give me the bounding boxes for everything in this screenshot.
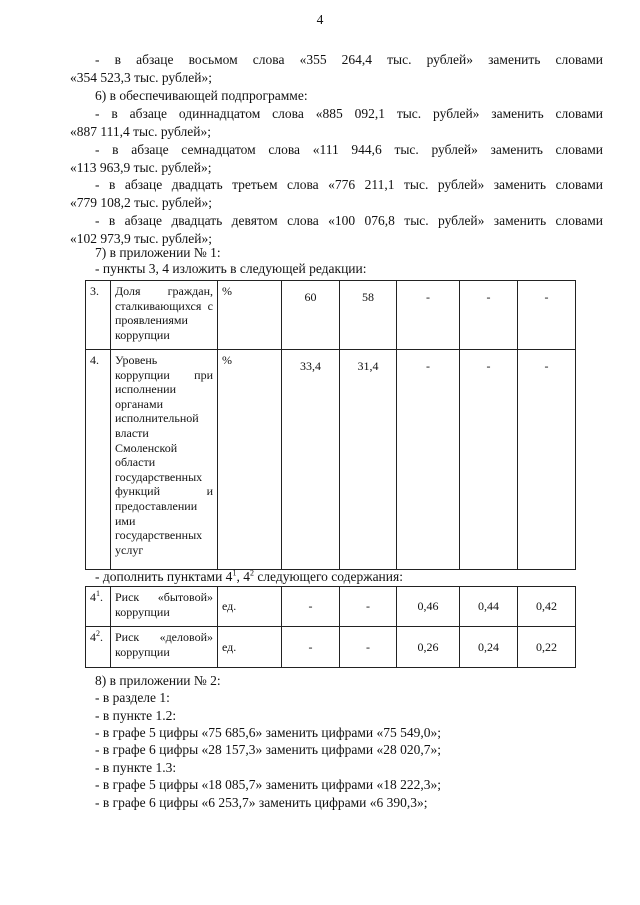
text-line: «887 111,4 тыс. рублей»; — [70, 124, 211, 139]
value-cell: 0,24 — [460, 627, 518, 668]
indicator-name: Риск «деловой» коррупции — [111, 627, 218, 668]
value-cell: - — [282, 587, 340, 627]
text-line: «779 108,2 тыс. рублей»; — [70, 195, 212, 210]
value-cell: 0,26 — [397, 627, 460, 668]
text-line: - в пункте 1.2: — [95, 708, 177, 723]
unit-cell: ед. — [218, 627, 282, 668]
value-cell: - — [518, 350, 576, 570]
add-line-suffix: следующего содержания: — [253, 569, 403, 584]
indicators-table — [85, 280, 576, 570]
row-number: 4. — [86, 350, 111, 570]
value-cell: 0,22 — [518, 627, 576, 668]
text-line — [95, 569, 403, 585]
table-row — [86, 350, 576, 570]
text-line: - в пункте 1.3: — [95, 760, 177, 775]
text-line: «354 523,3 тыс. рублей»; — [70, 70, 212, 85]
text-line: «113 963,9 тыс. рублей»; — [70, 160, 212, 175]
row-number: $4^2$. — [86, 627, 111, 668]
value-cell: 0,46 — [397, 587, 460, 627]
value-cell: 0,42 — [518, 587, 576, 627]
text-line: - в графе 5 цифры «18 085,7» заменить цифрами «18 222,3»; — [95, 777, 441, 792]
text-line: - в абзаце двадцать девятом слова «100 076,8 тыс. рублей» заменить словами — [95, 213, 603, 228]
superscript: 2 — [249, 568, 254, 578]
unit-cell: % — [218, 350, 282, 570]
value-cell: 58 — [340, 281, 397, 350]
table-row — [86, 281, 576, 350]
unit-cell: ед. — [218, 587, 282, 627]
text-line: 8) в приложении № 2: — [95, 673, 221, 688]
add-line-mid: , 4 — [236, 569, 250, 584]
text-line: «102 973,9 тыс. рублей»; — [70, 231, 212, 246]
indicator-name: Риск «бытовой» коррупции — [111, 587, 218, 627]
superscript: 1 — [232, 568, 237, 578]
row-number: $4^1$. — [86, 587, 111, 627]
indicator-name: Доля граждан, сталкивающихся с проявлениями коррупции — [111, 281, 218, 350]
text-line: 6) в обеспечивающей подпрограмме: — [95, 88, 308, 103]
text-line: - в графе 6 цифры «28 157,3» заменить цифрами «28 020,7»; — [95, 742, 441, 757]
text-line: - в абзаце семнадцатом слова «111 944,6 тыс. рублей» заменить словами — [95, 142, 603, 157]
text-line: - в абзаце восьмом слова «355 264,4 тыс. рублей» заменить словами — [95, 52, 603, 67]
value-cell: 31,4 — [340, 350, 397, 570]
value-cell: - — [460, 281, 518, 350]
added-indicators-table — [85, 586, 576, 668]
page-number: 4 — [316, 12, 324, 27]
text-line: 7) в приложении № 1: — [95, 245, 221, 260]
value-cell: 60 — [282, 281, 340, 350]
text-line: - в графе 5 цифры «75 685,6» заменить цифрами «75 549,0»; — [95, 725, 441, 740]
row-number: 3. — [86, 281, 111, 350]
text-line: - в абзаце одиннадцатом слова «885 092,1 тыс. рублей» заменить словами — [95, 106, 603, 121]
value-cell: - — [518, 281, 576, 350]
text-line: - в разделе 1: — [95, 690, 170, 705]
value-cell: - — [397, 350, 460, 570]
table-row — [86, 627, 576, 668]
value-cell: 33,4 — [282, 350, 340, 570]
indicator-name: Уровень коррупции при исполнении органами исполнительной власти Смоленской области государственных функций и предоставлении ими государственных услуг — [111, 350, 218, 570]
table-row — [86, 587, 576, 627]
value-cell: - — [340, 627, 397, 668]
value-cell: - — [397, 281, 460, 350]
value-cell: - — [460, 350, 518, 570]
value-cell: - — [282, 627, 340, 668]
value-cell: 0,44 — [460, 587, 518, 627]
text-line: - в абзаце двадцать третьем слова «776 211,1 тыс. рублей» заменить словами — [95, 177, 603, 192]
text-line: - в графе 6 цифры «6 253,7» заменить цифрами «6 390,3»; — [95, 795, 428, 810]
unit-cell: % — [218, 281, 282, 350]
text-line: - пункты 3, 4 изложить в следующей редакции: — [95, 261, 367, 276]
add-line-prefix: - дополнить пунктами 4 — [95, 569, 233, 584]
value-cell: - — [340, 587, 397, 627]
